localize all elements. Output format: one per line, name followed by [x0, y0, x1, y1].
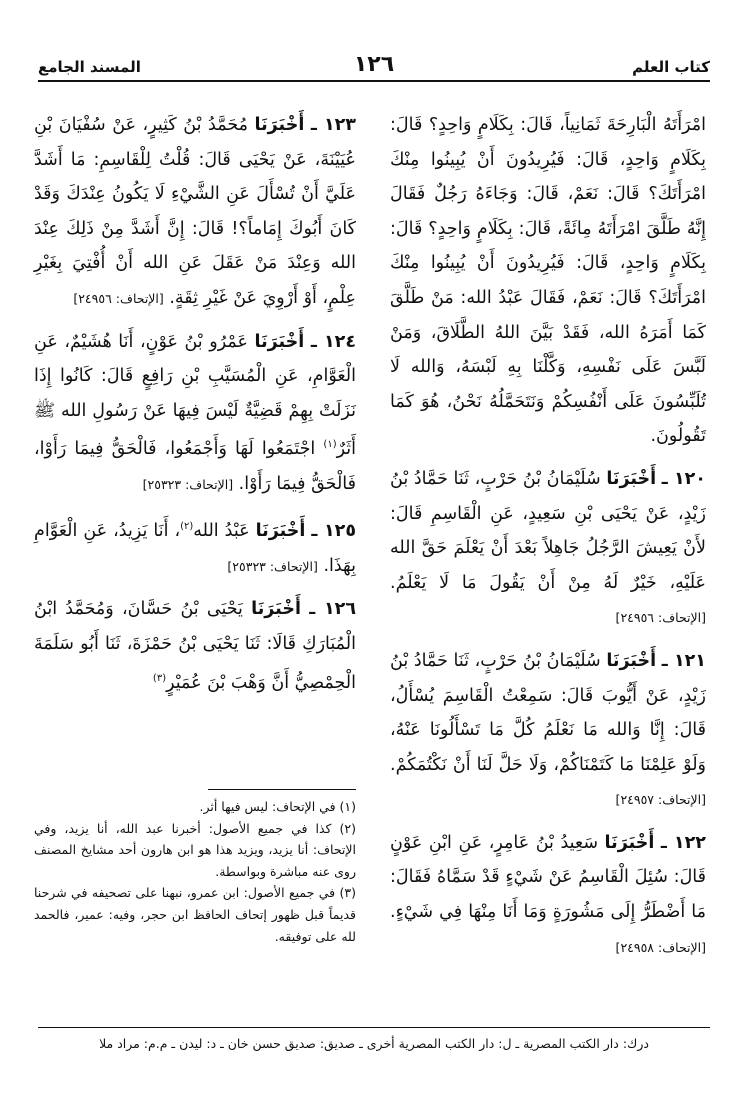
- narration-intro: أَخْبَرَنَا: [255, 521, 306, 542]
- page-number: ١٢٦: [353, 52, 395, 77]
- source-reference: [الإتحاف: ٢٤٩٥٦]: [73, 290, 164, 306]
- hadith-text: سُلَيْمَانُ بْنُ حَرْبٍ، ثَنَا حَمَّادُ بْنُ زَيْدٍ، عَنْ أَيُّوبَ قَالَ: سَمِعْتُ الْقَاسِمَ يُسْأَلُ، قَالَ: إِنَّا وَالله مَا نَعْلَمُ كُلَّ مَا تَسْأَلُونَا عَنْهُ، وَلَوْ عَلِمْنَا مَا كَتَمْنَاكُمْ، وَلَا حَلَّ لَنَا أَنْ نَكْتُمَكُمْ.: [390, 650, 706, 775]
- hadith-number: ١٢١ ـ: [661, 650, 706, 671]
- hadith-text: سَعِيدُ بْنُ عَامِرٍ، عَنِ ابْنِ عَوْنٍ قَالَ: سُئِلَ الْقَاسِمُ عَنْ شَيْءٍ قَدْ سَمَّاهُ فَقَالَ: مَا أَضْطَرُّ إِلَى مَشُورَةٍ وَمَا أَنَا مِنْهَا فِي شَيْءٍ.: [390, 832, 706, 923]
- bottom-rule: [38, 1027, 710, 1028]
- hadith-number: ١٢٦ ـ: [309, 599, 356, 620]
- hadith-124: [34, 325, 356, 503]
- narration-intro: أَخْبَرَنَا: [606, 468, 657, 489]
- footnote-marker: (٢): [180, 521, 194, 533]
- book-section-title: كتاب العلم: [632, 58, 710, 76]
- source-reference: [الإتحاف: ٢٤٩٥٨]: [615, 939, 706, 955]
- hadith-text: يَحْيَى بْنُ حَسَّانَ، وَمُحَمَّدُ ابْنُ الْمُبَارَكِ قَالَا: ثَنَا يَحْيَى بْنُ حَمْزَةَ، ثَنَا أَبُو سَلَمَةَ الْحِمْصِيُّ أَنَّ وَهْبَ بْنَ عُمَيْرٍ: [34, 599, 356, 693]
- hadith-text-continued: ، أَنَا يَزِيدُ، عَنِ الْعَوَّامِ بِهَذَا.: [34, 521, 356, 576]
- footnotes: [34, 796, 356, 947]
- hadith-number: ١٢٢ ـ: [660, 832, 706, 853]
- footnote-separator: [208, 789, 356, 790]
- narration-intro: أَخْبَرَنَا: [254, 115, 305, 135]
- header-rule: [38, 80, 710, 82]
- footnote-3: (٣) في جميع الأصول: ابن عمرو، نبهنا على تصحيفه في شرحنا قديماً قبل ظهور إتحاف الحافظ ابن حجر، وفيه: عمير، فالحمد لله على توفيقه.: [34, 885, 356, 944]
- manuscript-abbreviations: درك: دار الكتب المصرية ـ ل: دار الكتب المصرية أخرى ـ صديق: صديق حسن خان ـ د: ليدن ـ م.م: مراد ملا: [99, 1036, 649, 1051]
- hadith-123: [34, 108, 356, 317]
- narration-intro: أَخْبَرَنَا: [251, 599, 301, 620]
- footnote-marker: (١): [323, 439, 337, 451]
- footnote-2: (٢) كذا في جميع الأصول: أخبرنا عبد الله، أنا يزيد، وفي الإتحاف: أنا يزيد، ويزيد هذا هو ابن هارون أحد مشايخ المصنف روى عنه مباشرة وبواسطة.: [34, 820, 356, 879]
- paragraph-text: امْرَأَتَهُ الْبَارِحَةَ ثَمَانِياً، قَالَ: بِكَلَامٍ وَاحِدٍ؟ قَالَ: بِكَلَامٍ وَاحِدٍ، قَالَ: فَيُرِيدُونَ أَنْ يُبِينُوا مِنْكَ امْرَأَتَكَ؟ قَالَ: نَعَمْ، قَالَ: وَجَاءَهُ رَجُلٌ فَقَالَ إِنَّهُ طَلَّقَ امْرَأَتَهُ مِائَةً، قَالَ: بِكَلَامٍ وَاحِدٍ؟ قَالَ: بِكَلَامٍ وَاحِدٍ، قَالَ: فَيُرِيدُونَ أَنْ يُبِينُوا مِنْكَ امْرَأَتَكَ؟ قَالَ: نَعَمْ، فَقَالَ عَبْدُ الله: مَنْ طَلَّقَ كَمَا أَمَرَهُ الله، فَقَدْ بَيَّنَ اللهُ الطَّلَاقَ، وَمَنْ لَبَّسَ عَلَى نَفْسِهِ، وَكَّلْنَا بِهِ لَبْسَهُ، وَالله لَا تُلَبِّسُونَ عَلَى أَنْفُسِكُمْ وَنَتَحَمَّلُهُ نَحْنُ، هُوَ كَمَا تَقُولُونَ.: [390, 115, 706, 447]
- hadith-text: سُلَيْمَانُ بْنُ حَرْبٍ، ثَنَا حَمَّادُ بْنُ زَيْدٍ، عَنْ يَحْيَى بْنِ سَعِيدٍ، عَنِ الْقَاسِمِ قَالَ: لأَنْ يَعِيشَ الرَّجُلُ جَاهِلاً بَعْدَ أَنْ يَعْلَمَ حَقَّ الله عَلَيْهِ، خَيْرٌ لَهُ مِنْ أَنْ يَقُولَ مَا لَا يَعْلَمُ.: [390, 468, 706, 593]
- footnote-marker: (٣): [152, 672, 167, 684]
- hadith-text-continued: اجْتَمَعُوا لَهَا وَأَجْمَعُوا، فَالْحَقُّ فِيمَا رَأَوْا، فَالْحَقُّ فِيمَا رَأَوْا.: [34, 439, 356, 494]
- hadith-text: عَمْرُو بْنُ عَوْنٍ، أَنَا هُشَيْمٌ، عَنِ الْعَوَّامِ، عَنِ الْمُسَيَّبِ بْنِ رَافِعٍ قَالَ: كَانُوا إِذَا نَزَلَتْ بِهِمْ قَضِيَّةٌ لَيْسَ فِيهَا عَنْ رَسُولِ الله ﷺ أَثَرٌ: [34, 331, 356, 460]
- hadith-122: [390, 826, 706, 965]
- source-reference: [الإتحاف: ٢٤٩٥٧]: [615, 792, 706, 808]
- paragraph-119-continuation: [390, 108, 706, 454]
- hadith-125: [34, 510, 356, 584]
- page-header: [38, 50, 710, 84]
- hadith-121: [390, 644, 706, 818]
- left-column: [34, 108, 356, 708]
- hadith-number: ١٢٤ ـ: [310, 331, 356, 352]
- right-column: [390, 108, 706, 973]
- source-reference: [الإتحاف: ٢٥٣٢٣]: [227, 558, 318, 574]
- source-reference: [الإتحاف: ٢٤٩٥٦]: [615, 610, 706, 626]
- footnote-1: (١) في الإتحاف: ليس فيها أثر.: [199, 799, 356, 814]
- hadith-text: عَبْدُ الله: [193, 521, 250, 542]
- narration-intro: أَخْبَرَنَا: [254, 331, 305, 352]
- hadith-number: ١٢٠ ـ: [661, 468, 706, 489]
- hadith-text: مُحَمَّدُ بْنُ كَثِيرٍ، عَنْ سُفْيَانَ بْنِ عُيَيْنَةَ، عَنْ يَحْيَى قَالَ: قُلْتُ لِلْقَاسِمِ: مَا أَشَدَّ عَلَيَّ أَنْ تُسْأَلَ عَنِ الشَّيْءِ لَا يَكُونُ عِنْدَكَ وَقَدْ كَانَ أَبُوكَ إِمَاماً؟! قَالَ: إِنَّ أَشَدَّ مِنْ ذَلِكَ عِنْدَ الله وَعِنْدَ مَنْ عَقَلَ عَنِ الله أَنْ أُفْتِيَ بِغَيْرِ عِلْمٍ، أَوْ أَرْوِيَ عَنْ غَيْرِ ثِقَةٍ.: [34, 115, 356, 308]
- book-title: المسند الجامع: [38, 58, 141, 76]
- narration-intro: أَخْبَرَنَا: [606, 650, 657, 671]
- hadith-number: ١٢٥ ـ: [311, 521, 356, 542]
- hadith-number: ١٢٣ ـ: [310, 115, 356, 135]
- narration-intro: أَخْبَرَنَا: [604, 832, 655, 853]
- hadith-120: [390, 462, 706, 636]
- hadith-126: [34, 592, 356, 700]
- source-reference: [الإتحاف: ٢٥٣٢٣]: [142, 476, 234, 492]
